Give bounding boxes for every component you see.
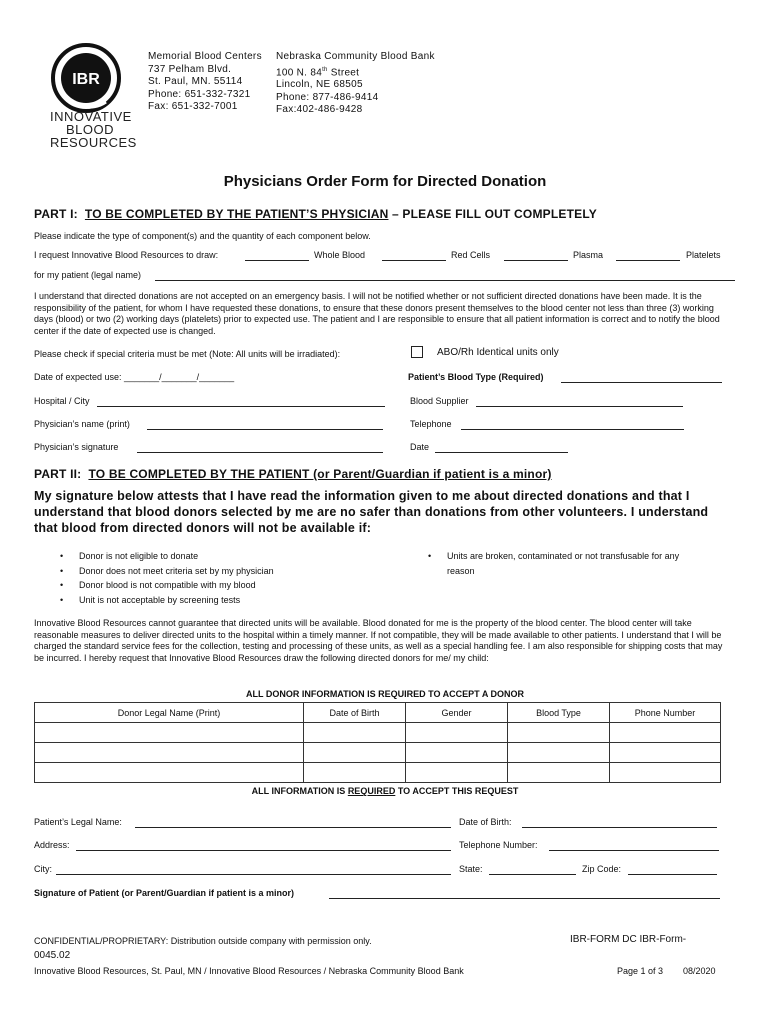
address-phone: Phone: 651-332-7321 [148,88,251,100]
donor-table-caption: ALL DONOR INFORMATION IS REQUIRED TO ACCEPT A DONOR [245,689,524,699]
request-heading: ALL INFORMATION IS REQUIRED TO ACCEPT THIS REQUEST [251,786,519,796]
telephone-number-field[interactable] [549,840,719,851]
col-header-dob: Date of Birth [304,703,406,723]
directed-donation-notice: I understand that directed donations are not accepted on an emergency basis. I will not be notified whether or not sufficient directed donations have been made. It is the responsibility of the patient, for whom I have requested these donations, to ensure that these donors present themselves to the blood center not less than three (3) working days (blood) or two (2) working days (platelets) prior to expected use. The patient and I are responsible to ensure that all patient information is correct and to notify the blood center if the date of expected use is changed. [34,291,720,336]
patient-signature-label: Signature of Patient (or Parent/Guardian if patient is a minor) [34,888,295,898]
patient-name-field[interactable] [155,270,735,281]
dob-label: Date of Birth: [459,817,512,827]
address-field[interactable] [76,840,451,851]
donor-name-cell[interactable] [35,723,304,743]
col-header-blood-type: Blood Type [508,703,610,723]
logo-line-1: INNOVATIVE [50,109,132,124]
zip-field[interactable] [628,864,717,875]
blood-supplier-field[interactable] [476,396,683,407]
address-name: Nebraska Community Blood Bank [276,51,435,62]
patient-signature-field[interactable] [329,888,720,899]
city-label: City: [34,864,52,874]
table-row [35,763,721,783]
address-phone: Phone: 877-486-9414 [276,91,379,103]
list-item: • Units are broken, contaminated or not transfusable for any [428,551,680,561]
logo-line-3: RESOURCES [50,135,137,150]
request-prefix: I request Innovative Blood Resources to draw: [34,250,219,260]
list-item: • Donor blood is not compatible with my blood [60,580,256,590]
whole-blood-qty-field[interactable] [245,250,309,261]
address-city: St. Paul, MN. 55114 [148,76,243,87]
physician-name-label: Physician’s name (print) [34,419,130,429]
blood-supplier-label: Blood Supplier [410,396,469,406]
donor-dob-cell[interactable] [304,763,406,783]
component-instructions: Please indicate the type of component(s) and the quantity of each component below. [34,231,371,241]
logo-abbr: IBR [72,71,100,88]
legal-name-field[interactable] [135,817,451,828]
donor-phone-cell[interactable] [610,743,721,763]
donor-blood-type-cell[interactable] [508,743,610,763]
logo-line-2: BLOOD [65,122,114,137]
plasma-label: Plasma [573,250,604,260]
address-street: 737 Pelham Blvd. [148,63,232,75]
patient-attestation: My signature below attests that I have read the information given to me about directed donations and that I understand that blood donors selected by me are no safer than donations from other volunteers. I understand that blood from directed donors will not be available if: [34,489,709,535]
list-item: • Donor does not meet criteria set by my physician [60,565,274,576]
physician-signature-label: Physician’s signature [34,442,119,452]
state-field[interactable] [489,864,576,875]
date-label: Date [410,442,430,452]
form-id: IBR-FORM DC IBR-Form- [570,934,687,945]
address-label: Address: [34,840,70,850]
blood-type-label: Patient’s Blood Type (Required) [408,372,544,382]
address-fax: Fax: 651-332-7001 [148,101,238,112]
form-id-number: 0045.02 [34,950,71,961]
blood-type-field[interactable] [561,372,722,383]
address-city: Lincoln, NE 68505 [276,79,363,91]
form-title: Physicians Order Form for Directed Donation [223,173,547,190]
donor-dob-cell[interactable] [304,743,406,763]
revision-date: 08/2020 [683,966,716,976]
plasma-qty-field[interactable] [504,250,568,261]
patient-name-label: for my patient (legal name) [34,270,142,280]
table-row [35,743,721,763]
red-cells-label: Red Cells [451,250,491,260]
table-header-row [35,703,721,723]
donor-dob-cell[interactable] [304,723,406,743]
platelets-qty-field[interactable] [616,250,680,261]
donor-gender-cell[interactable] [406,743,508,763]
state-label: State: [459,864,483,874]
ineligibility-list [60,549,350,607]
col-header-gender: Gender [406,703,508,723]
donor-table [34,702,721,783]
address-name: Memorial Blood Centers [148,51,262,62]
address-memorial [148,51,262,114]
abo-rh-option-label: ABO/Rh Identical units only [437,347,559,358]
whole-blood-label: Whole Blood [314,250,366,260]
donor-name-cell[interactable] [35,743,304,763]
address-fax: Fax:402-486-9428 [276,104,363,116]
part2-heading: PART II: TO BE COMPLETED BY THE PATIENT (or Parent/Guardian if patient is a minor) [34,467,552,481]
physician-signature-field[interactable] [137,442,383,453]
special-criteria-label: Please check if special criteria must be met (Note: All units will be irradiated): [34,349,341,359]
confidential-notice: CONFIDENTIAL/PROPRIETARY: Distribution outside company with permission only. [34,936,372,946]
part1-heading: PART I: TO BE COMPLETED BY THE PATIENT’S PHYSICIAN – PLEASE FILL OUT COMPLETELY [34,207,597,221]
address-street: 100 N. 84th Street [276,66,360,78]
list-item-continued: reason [447,565,475,576]
expected-use-date-field[interactable]: Date of expected use: _______/_______/_______ [34,372,235,382]
page-number: Page 1 of 3 [617,966,664,976]
table-row [35,723,721,743]
address-nebraska [276,51,435,117]
hospital-city-field[interactable] [97,396,385,407]
list-item: • Donor is not eligible to donate [60,551,199,561]
guarantee-disclaimer: Innovative Blood Resources cannot guarantee that directed units will be available. Blood donated for me is the property of the blood center. The blood center will take reasonable measures to deliver directed units to the hospital within a timely manner. If not compatible, they will be made available to other patients. I understand that I will be charged the standard service fees for the collection, testing and processing of these units, as well as a special handling fee. I am also responsible for shipping costs that may be incurred. I hereby request that Innovative Blood Resources draw the following directed donors for me/ my child: [34,618,723,663]
legal-name-label: Patient’s Legal Name: [34,817,122,827]
dob-field[interactable] [522,817,717,828]
donor-phone-cell[interactable] [610,723,721,743]
city-field[interactable] [56,864,451,875]
date-field[interactable] [435,442,568,453]
platelets-label: Platelets [686,250,721,260]
list-item: • Unit is not acceptable by screening tests [60,594,241,605]
donor-gender-cell[interactable] [406,763,508,783]
hospital-city-label: Hospital / City [34,396,90,406]
ibr-logo-mark [48,40,124,116]
telephone-number-label: Telephone Number: [459,840,538,850]
donor-name-cell[interactable] [35,763,304,783]
donor-gender-cell[interactable] [406,723,508,743]
telephone-label: Telephone [410,419,452,429]
donor-phone-cell[interactable] [610,763,721,783]
red-cells-qty-field[interactable] [382,250,446,261]
zip-label: Zip Code: [582,864,622,874]
ineligibility-list-right [428,549,728,578]
donor-blood-type-cell[interactable] [508,763,610,783]
abo-rh-checkbox[interactable] [411,346,423,358]
footer-organizations: Innovative Blood Resources, St. Paul, MN / Innovative Blood Resources / Nebraska Community Blood Bank [34,966,464,976]
donor-blood-type-cell[interactable] [508,723,610,743]
telephone-field[interactable] [461,419,684,430]
physician-name-field[interactable] [147,419,383,430]
col-header-donor-name: Donor Legal Name (Print) [35,703,304,723]
col-header-phone: Phone Number [610,703,721,723]
